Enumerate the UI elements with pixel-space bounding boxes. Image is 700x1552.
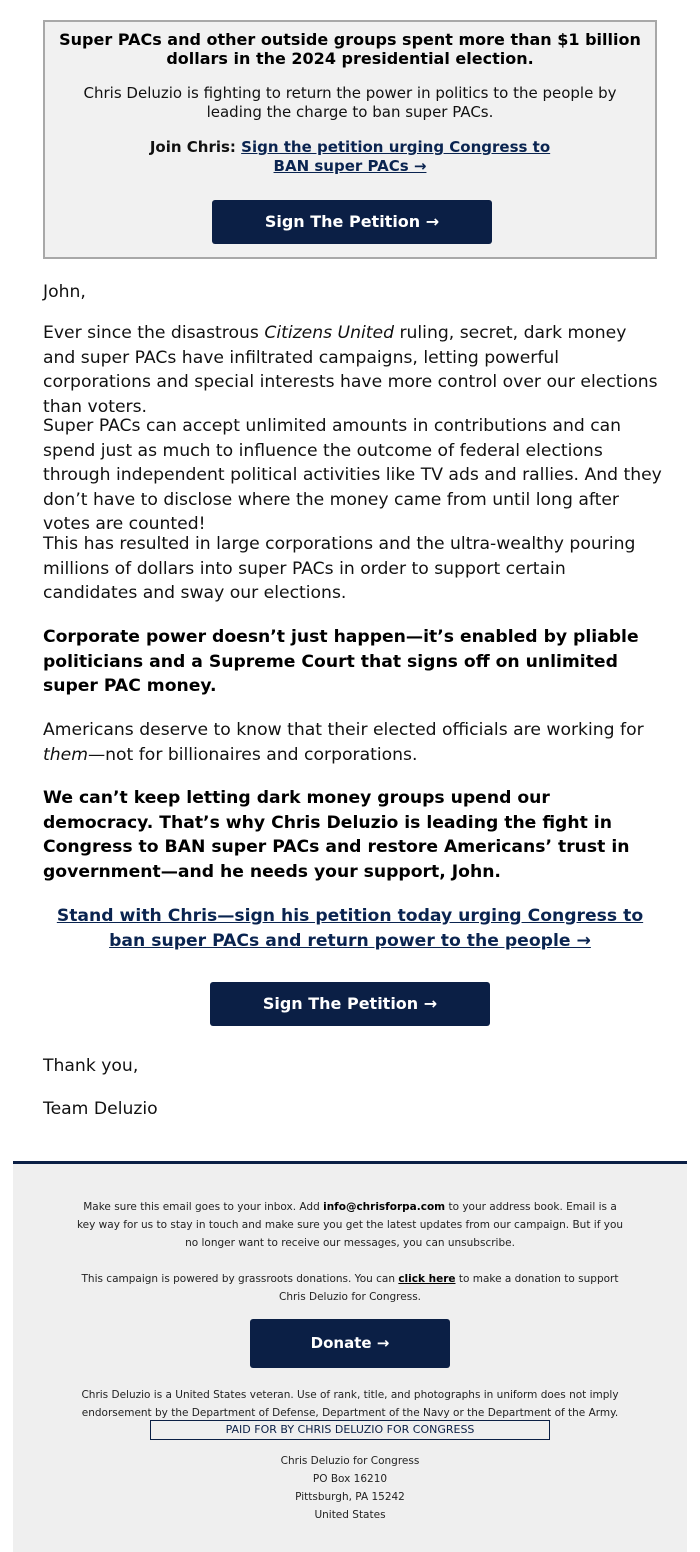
callout-box	[43, 20, 657, 259]
footer	[13, 1161, 687, 1552]
donate-button[interactable]: Donate →	[250, 1319, 450, 1368]
paragraph-1	[43, 321, 663, 419]
donate-post: to make a donation to support Chris Deluzio for Congress.	[278, 1273, 619, 1303]
inbox-notice	[75, 1198, 625, 1252]
p1-em: Citizens United	[264, 323, 394, 343]
donation-notice	[75, 1270, 625, 1306]
callout-join	[45, 138, 655, 176]
join-prefix: Join Chris:	[149, 138, 242, 156]
address-line-2: PO Box 16210	[312, 1473, 388, 1485]
signoff: Thank you,	[43, 1056, 139, 1076]
contact-email: info@chrisforpa.com	[323, 1201, 446, 1213]
signature: Team Deluzio	[43, 1099, 158, 1119]
address-line-1: Chris Deluzio for Congress	[280, 1455, 420, 1467]
inbox-pre: Make sure this email goes to your inbox. Add	[83, 1201, 324, 1213]
petition-link[interactable]: Sign the petition urging Congress to BAN super PACs →	[241, 138, 551, 175]
p1-post: ruling, secret, dark money and super PACs have infiltrated campaigns, letting powerful corporations and special interests have more control over our elections than voters.	[43, 323, 658, 417]
callout-title: Super PACs and other outside groups spent more than $1 billion dollars in the 2024 presidential election.	[59, 30, 641, 68]
stand-with-chris-link[interactable]: Stand with Chris—sign his petition today urging Congress to ban super PACs and return power to the people →	[56, 906, 644, 951]
paid-for-disclaimer: PAID FOR BY CHRIS DELUZIO FOR CONGRESS	[150, 1420, 550, 1440]
greeting: John,	[43, 282, 86, 302]
p5-post: —not for billionaires and corporations.	[87, 744, 418, 765]
address-line-3: Pittsburgh, PA 15242	[295, 1491, 405, 1503]
click-here-link[interactable]: click here	[398, 1273, 456, 1285]
paragraph-4: Corporate power doesn’t just happen—it’s enabled by pliable politicians and a Supreme Court that signs off on unlimited super PAC money.	[43, 627, 639, 696]
paragraph-6: We can’t keep letting dark money groups upend our democracy. That’s why Chris Deluzio is leading the fight in Congress to BAN super PACs and restore Americans’ trust in government—and he needs your support, John.	[43, 788, 630, 882]
inbox-post: to your address book. Email is a key way for us to stay in touch and make sure you get the latest updates from our campaign. But if you no longer want to receive our messages, you can unsubscribe.	[76, 1201, 624, 1249]
sign-petition-button-bottom[interactable]: Sign The Petition →	[210, 982, 490, 1026]
p5-em: them	[43, 744, 88, 765]
paragraph-5	[43, 718, 663, 767]
callout-body: Chris Deluzio is fighting to return the power in politics to the people by leading the charge to ban super PACs.	[83, 84, 617, 121]
p1-pre: Ever since the disastrous	[43, 323, 265, 343]
paragraph-2: Super PACs can accept unlimited amounts in contributions and can spend just as much to influence the outcome of federal elections through independent political activities like TV ads and rallies. And they don’t have to disclose where the money came from until long after votes are counted!	[43, 416, 662, 534]
address-line-4: United States	[314, 1509, 386, 1521]
donate-pre: This campaign is powered by grassroots donations. You can	[81, 1273, 399, 1285]
veteran-disclaimer: Chris Deluzio is a United States veteran. Use of rank, title, and photographs in uniform does not imply endorsement by the Department of Defense, Department of the Navy or the Department of the Army.	[81, 1389, 619, 1419]
p5-pre: Americans deserve to know that their elected officials are working for	[43, 720, 644, 740]
sign-petition-button-top[interactable]: Sign The Petition →	[212, 200, 492, 244]
paragraph-3: This has resulted in large corporations and the ultra-wealthy pouring millions of dollars into super PACs in order to support certain candidates and sway our elections.	[43, 534, 636, 603]
